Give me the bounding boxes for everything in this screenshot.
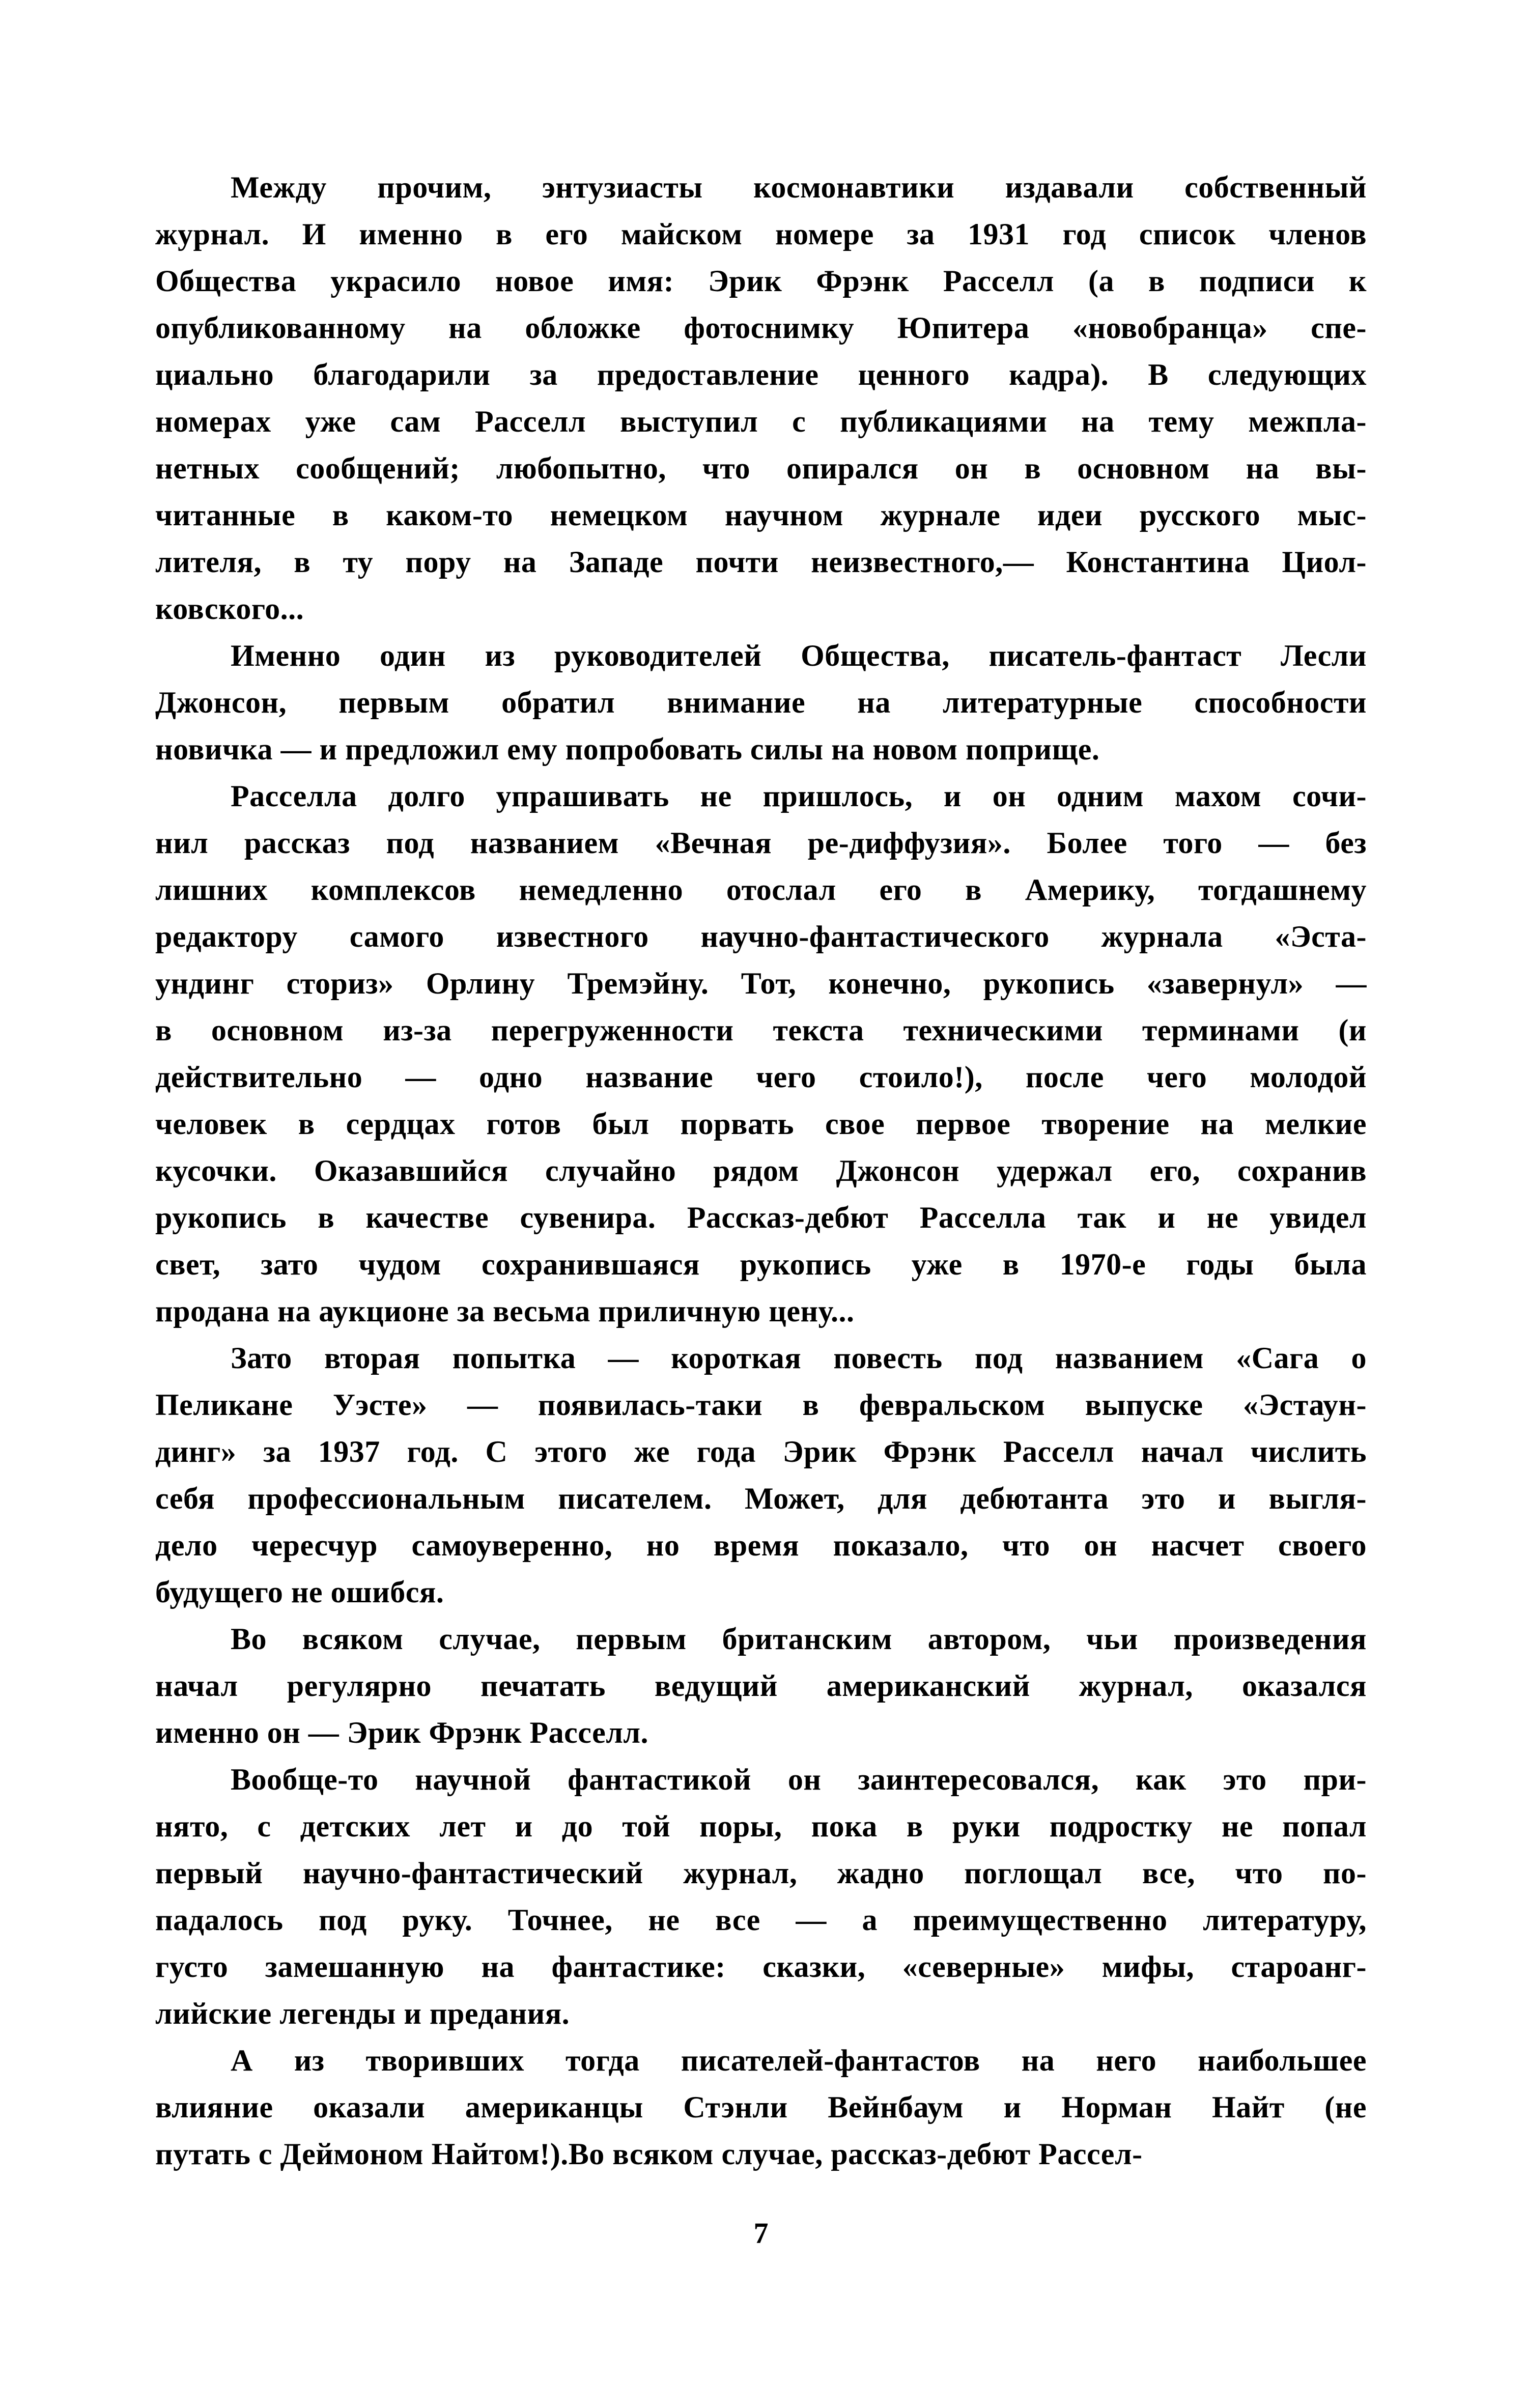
text-line: себя профессиональным писателем. Может, для дебютанта это и выгля- (155, 1482, 1367, 1515)
text-line: Пеликане Уэсте» — появилась-таки в февральском выпуске «Эстаун- (155, 1388, 1367, 1422)
text-line: нил рассказ под названием «Вечная ре-диффузия». Более того — без (155, 826, 1367, 860)
text-line: в основном из-за перегруженности текста техническими терминами (и (155, 1013, 1367, 1047)
text-line: опубликованному на обложке фотоснимку Юпитера «новобранца» спе- (155, 311, 1367, 345)
text-line: нетных сообщений; любопытно, что опирался он в основном на вы- (155, 451, 1367, 485)
text-line: динг» за 1937 год. С этого же года Эрик Фрэнк Расселл начал числить (155, 1435, 1367, 1468)
text-line: начал регулярно печатать ведущий американский журнал, оказался (155, 1669, 1367, 1703)
text-line: читанные в каком-то немецком научном журнале идеи русского мыс- (155, 498, 1367, 532)
text-line: новичка — и предложил ему попробовать силы на новом поприще. (155, 732, 1100, 766)
text-line: редактору самого известного научно-фантастического журнала «Эста- (155, 920, 1367, 953)
text-line: Общества украсило новое имя: Эрик Фрэнк Расселл (а в подписи к (155, 264, 1367, 298)
text-line: свет, зато чудом сохранившаяся рукопись уже в 1970-е годы была (155, 1248, 1367, 1281)
text-line: действительно — одно название чего стоило!), после чего молодой (155, 1060, 1367, 1094)
text-line: рукопись в качестве сувенира. Рассказ-дебют Расселла так и не увидел (155, 1201, 1367, 1234)
text-line: Именно один из руководителей Общества, писатель-фантаст Лесли (231, 639, 1367, 672)
text-line: лителя, в ту пору на Западе почти неизвестного,— Константина Циол- (155, 545, 1367, 579)
text-line: циально благодарили за предоставление ценного кадра). В следующих (155, 358, 1367, 391)
text-line: именно он — Эрик Фрэнк Расселл. (155, 1716, 649, 1749)
text-line: нято, с детских лет и до той поры, пока в руки подростку не попал (155, 1809, 1367, 1843)
text-line: А из творивших тогда писателей-фантастов на него наибольшее (231, 2044, 1367, 2077)
text-line: первый научно-фантастический журнал, жадно поглощал все, что по- (155, 1856, 1367, 1890)
text-line: Между прочим, энтузиасты космонавтики издавали собственный (231, 171, 1367, 204)
text-line: густо замешанную на фантастике: сказки, «северные» мифы, староанг- (155, 1950, 1367, 1984)
text-line: лишних комплексов немедленно отослал его в Америку, тогдашнему (155, 873, 1367, 906)
text-line: Во всяком случае, первым британским автором, чьи произведения (231, 1622, 1367, 1656)
text-line: ковского... (155, 592, 304, 626)
text-line: Зато вторая попытка — короткая повесть под названием «Сага о (231, 1341, 1367, 1375)
text-line: дело чересчур самоуверенно, но время показало, что он насчет своего (155, 1528, 1367, 1562)
text-line: кусочки. Оказавшийся случайно рядом Джонсон удержал его, сохранив (155, 1154, 1367, 1187)
page-text-block (155, 164, 1367, 2177)
text-line: журнал. И именно в его майском номере за 1931 год список членов (155, 217, 1367, 251)
text-line: Вообще-то научной фантастикой он заинтересовался, как это при- (231, 1763, 1367, 1796)
text-line: Джонсон, первым обратил внимание на литературные способности (155, 686, 1367, 719)
page-number: 7 (753, 2217, 769, 2250)
text-line: продана на аукционе за весьма приличную цену... (155, 1294, 855, 1328)
text-line: ундинг сториз» Орлину Тремэйну. Тот, конечно, рукопись «завернул» — (155, 967, 1367, 1000)
text-line: Расселла долго упрашивать не пришлось, и он одним махом сочи- (231, 779, 1367, 813)
text-line: падалось под руку. Точнее, не все — а преимущественно литературу, (155, 1903, 1367, 1937)
text-line: лийские легенды и предания. (155, 1997, 570, 2030)
text-line: влияние оказали американцы Стэнли Вейнбаум и Норман Найт (не (155, 2090, 1367, 2124)
text-line: номерах уже сам Расселл выступил с публикациями на тему межпла- (155, 405, 1367, 438)
text-line: будущего не ошибся. (155, 1575, 444, 1609)
text-line: путать с Деймоном Найтом!).Во всяком случае, рассказ-дебют Рассел- (155, 2137, 1143, 2171)
text-line: человек в сердцах готов был порвать свое первое творение на мелкие (155, 1107, 1367, 1141)
